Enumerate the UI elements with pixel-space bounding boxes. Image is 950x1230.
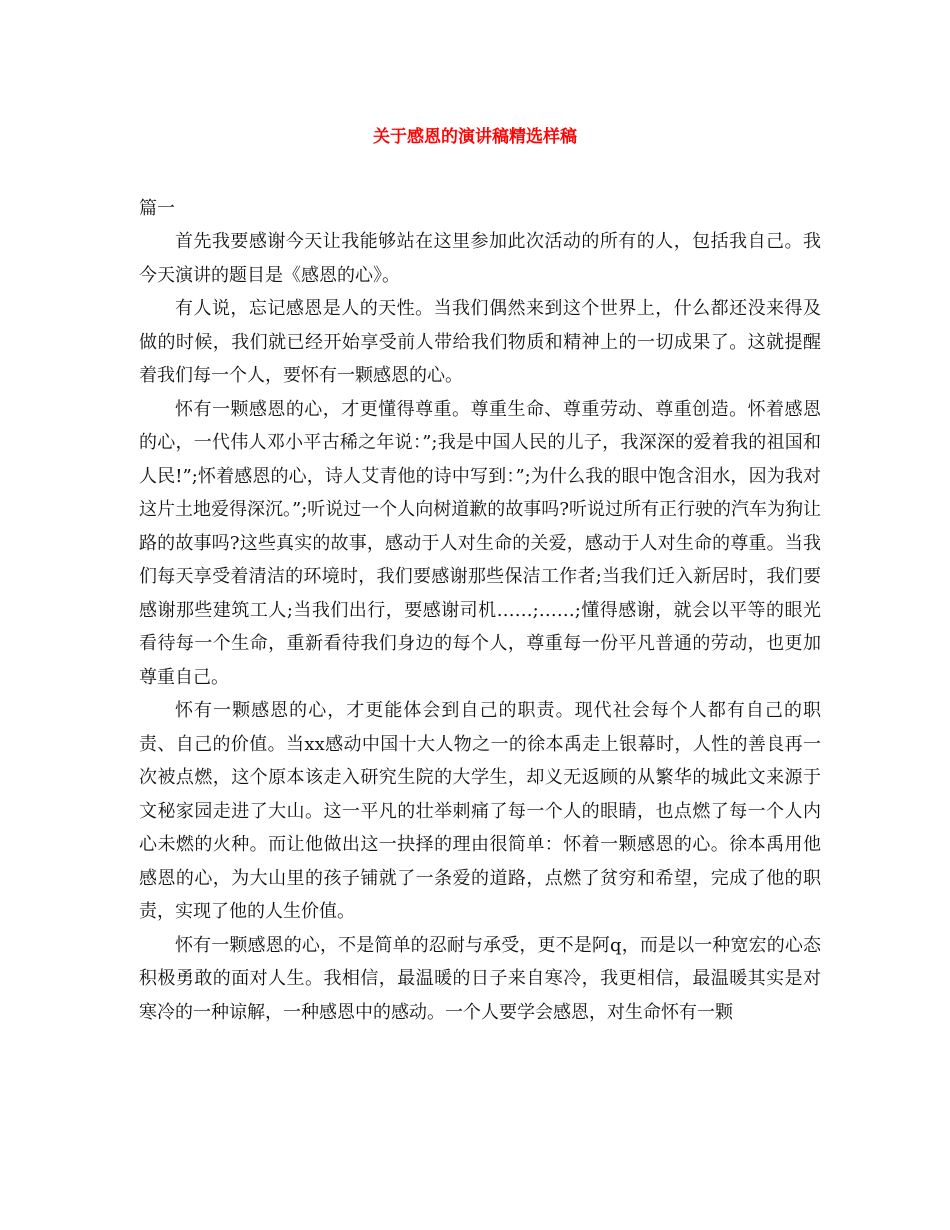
document-body xyxy=(139,192,821,1029)
paragraph-intro: 首先我要感谢今天让我能够站在这里参加此次活动的所有的人，包括我自己。我今天演讲的题目是《感恩的心》。 xyxy=(139,231,821,286)
paragraph-responsibility: 怀有一颗感恩的心，才更能体会到自己的职责。现代社会每个人都有自己的职责、自己的价值。当xx感动中国十大人物之一的徐本禹走上银幕时，人性的善良再一次被点燃，这个原本该走入研究生院的大学生，却义无返顾的从繁华的城此文来源于文秘家园走进了大山。这一平凡的壮举刺痛了每一个人的眼睛，也点燃了每一个人内心未燃的火种。而让他做出这一抉择的理由很简单：怀着一颗感恩的心。徐本禹用他感恩的心，为大山里的孩子铺就了一条爱的道路，点燃了贫穷和希望，完成了他的职责，实现了他的人生价值。 xyxy=(139,700,821,922)
paragraph-attitude: 怀有一颗感恩的心，不是简单的忍耐与承受，更不是阿q，而是以一种宽宏的心态积极勇敢的面对人生。我相信，最温暖的日子来自寒冷，我更相信，最温暖其实是对寒冷的一种谅解，一种感恩中的感动。一个人要学会感恩，对生命怀有一颗 xyxy=(139,934,821,1023)
paragraph-respect: 怀有一颗感恩的心，才更懂得尊重。尊重生命、尊重劳动、尊重创造。怀着感恩的心，一代伟人邓小平古稀之年说：”;我是中国人民的儿子，我深深的爱着我的祖国和人民!”;怀着感恩的心，诗人艾青他的诗中写到：”;为什么我的眼中饱含泪水，因为我对这片土地爱得深沉。”;听说过一个人向树道歉的故事吗?听说过所有正行驶的汽车为狗让路的故事吗?这些真实的故事，感动于人对生命的关爱，感动于人对生命的尊重。当我们每天享受着清洁的环境时，我们要感谢那些保洁工作者;当我们迁入新居时，我们要感谢那些建筑工人;当我们出行，要感谢司机……;……;懂得感谢，就会以平等的眼光看待每一个生命，重新看待我们身边的每个人，尊重每一份平凡普通的劳动，也更加尊重自己。 xyxy=(139,398,821,688)
paragraph-forget-gratitude: 有人说，忘记感恩是人的天性。当我们偶然来到这个世界上，什么都还没来得及做的时候，我们就已经开始享受前人带给我们物质和精神上的一切成果了。这就提醒着我们每一个人，要怀有一颗感恩的心。 xyxy=(139,298,821,386)
document-title: 关于感恩的演讲稿精选样稿 xyxy=(373,127,577,147)
section-label: 篇一 xyxy=(139,198,175,219)
